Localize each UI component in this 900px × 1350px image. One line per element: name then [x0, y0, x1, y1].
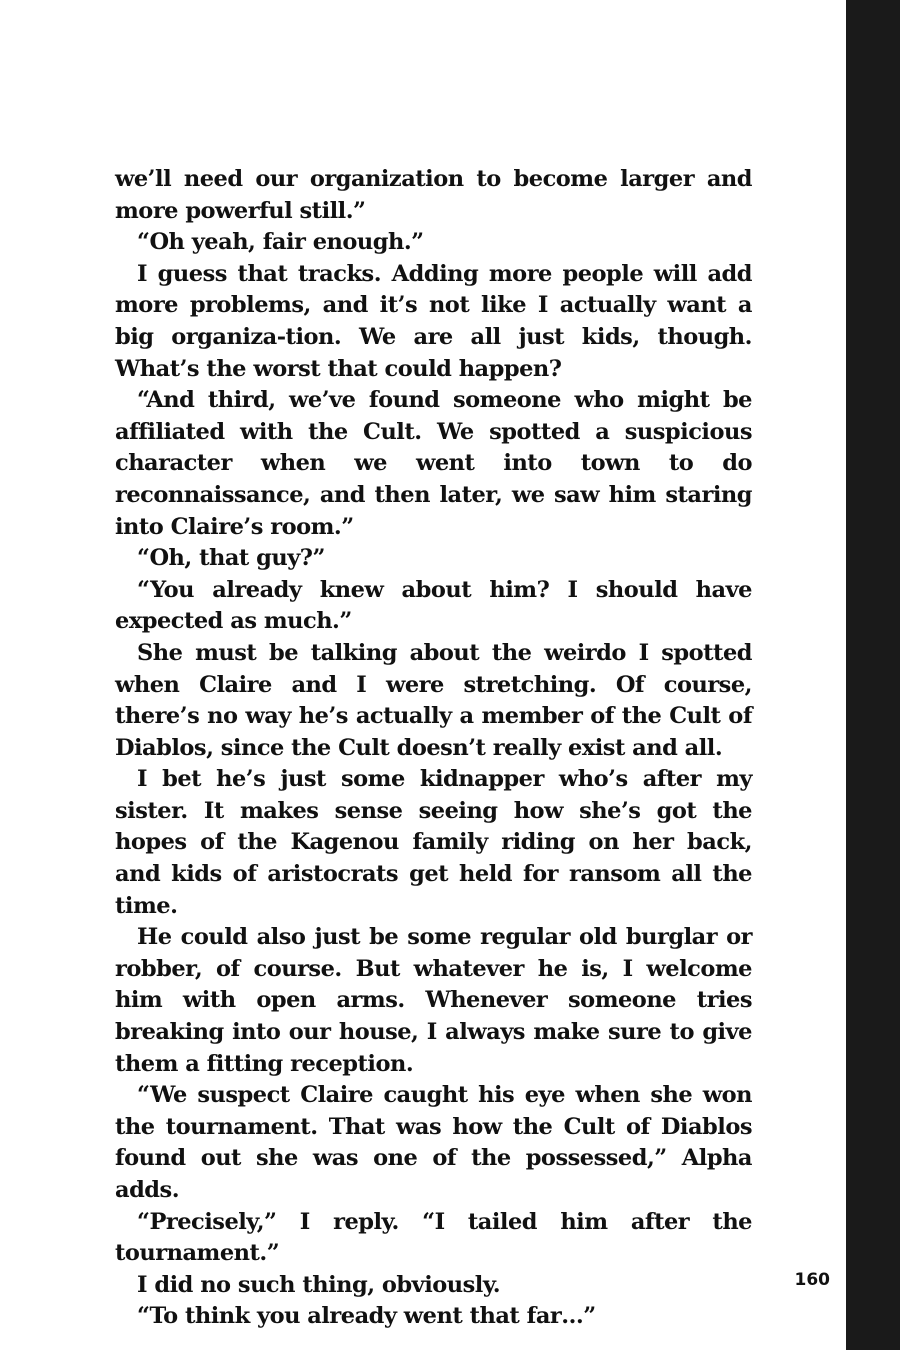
paragraph: “We suspect Claire caught his eye when she won the tournament. That was how the Cult of Diablos found out she was one of the possessed,” Alpha adds. — [115, 1082, 752, 1203]
paragraph: I bet he’s just some kidnapper who’s after my sister. It makes sense seeing how she’s got the hopes of the Kagenou family riding on her back, and kids of aristocrats get held for ransom all the time. — [115, 766, 752, 919]
page-edge-bar — [846, 0, 900, 1350]
paragraph: I did no such thing, obviously. — [137, 1271, 501, 1298]
paragraph: we’ll need our organization to become larger and more powerful still.” — [115, 166, 752, 224]
paragraph: He could also just be some regular old burglar or robber, of course. But whatever he is, I welcome him with open arms. Whenever someone tries breaking into our house, I always make sure to give them a fitting reception. — [115, 924, 752, 1077]
page-number: 160 — [794, 1270, 830, 1290]
paragraph: “Precisely,” I reply. “I tailed him after the tournament.” — [115, 1208, 752, 1267]
paragraph: “To think you already went that far…” — [137, 1303, 596, 1330]
body-text — [115, 164, 752, 1333]
paragraph: “And third, we’ve found someone who might be affiliated with the Cult. We spotted a suspicious character when we went into town to do reconnaissance, and then later, we saw him staring into Claire’s room.” — [115, 387, 752, 540]
paragraph: “Oh yeah, fair enough.” — [137, 229, 424, 256]
paragraph: “Oh, that guy?” — [137, 545, 325, 572]
paragraph: She must be talking about the weirdo I spotted when Claire and I were stretching. Of course, there’s no way he’s actually a member of the Cult of Diablos, since the Cult doesn’t really exist and all. — [115, 639, 752, 761]
paragraph: I guess that tracks. Adding more people will add more problems, and it’s not like I actually want a big organiza-tion. We are all just kids, though. What’s the worst that could happen? — [115, 260, 752, 382]
paragraph: “You already knew about him? I should have expected as much.” — [115, 576, 752, 635]
